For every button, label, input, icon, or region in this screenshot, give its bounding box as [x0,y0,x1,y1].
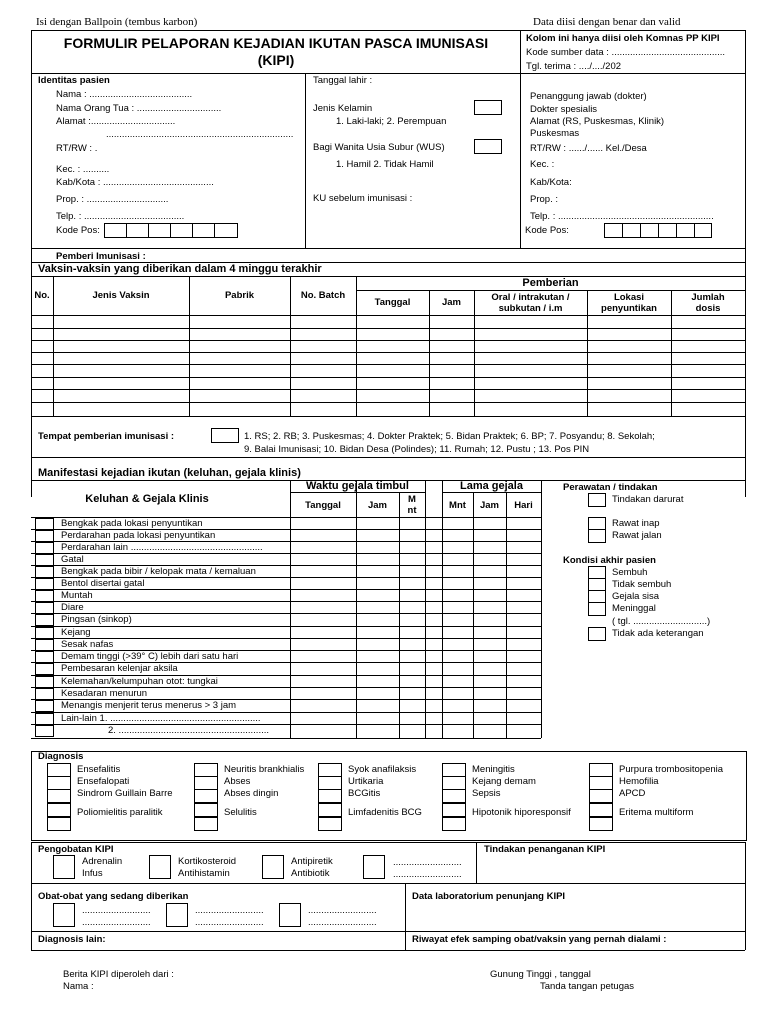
vaksin-row[interactable] [31,352,745,353]
obat-antibiotik: Antibiotik [291,868,330,879]
tempat-options-1: 1. RS; 2. RB; 3. Puskesmas; 4. Dokter Praktek; 5. Bidan Praktek; 6. BP; 7. Posyandu; 8. Sekolah; [244,431,655,442]
col-jumlah-1: Jumlah [691,292,725,303]
checkbox[interactable] [442,776,466,790]
col-no: No. [34,290,50,301]
wus-label: Bagi Wanita Usia Subur (WUS) [313,142,445,153]
col-oral-2: subkutan / i.m [498,303,563,314]
obat-diberikan-line[interactable]: .......................... [308,917,377,928]
checkbox[interactable] [166,903,188,927]
tanda-tangan-label: Tanda tangan petugas [540,981,635,992]
pengobatan-heading: Pengobatan KIPI [38,844,114,855]
col-lokasi-1: Lokasi [613,292,645,303]
diagnosis-item: BCGitis [348,788,381,799]
komnas-heading: Kolom ini hanya diisi oleh Komnas PP KIPI [526,33,720,44]
col-hari: Hari [514,500,533,511]
pj-puskesmas[interactable]: Puskesmas [530,128,580,139]
vaksin-row[interactable] [31,377,745,378]
checkbox[interactable] [35,663,54,675]
gejala-item: Bentol disertai gatal [61,578,145,589]
col-jam-lama: Jam [479,500,499,511]
checkbox[interactable] [318,789,342,803]
diagnosis-heading: Diagnosis [38,751,84,762]
diagnosis-item: Sepsis [472,788,501,799]
gejala-item: Sesak nafas [61,639,114,650]
checkbox[interactable] [194,763,218,777]
diagnosis-item: Limfadenitis BCG [348,807,422,818]
gejala-item: Diare [61,602,84,613]
pj-kodepos-label: Kode Pos: [525,225,569,236]
rtrw-field[interactable]: RT/RW : . [56,143,98,154]
gejala-item: Lain-lain 1. ......................................................... [61,713,261,724]
checkbox[interactable] [194,803,218,817]
alamat-line2[interactable]: ....................................................................... [106,129,294,140]
col-tanggal: Tanggal [374,297,411,308]
vaksin-heading: Vaksin-vaksin yang diberikan dalam 4 minggu terakhir [38,263,322,275]
obat-diberikan-line[interactable]: .......................... [195,905,264,916]
perawatan-item: Rawat inap [612,518,660,529]
gejala-item: Pingsan (sinkop) [61,614,132,625]
pemberian-heading: Pemberian [522,277,579,289]
diagnosis-item: Eritema multiform [619,807,694,818]
kode-sumber-field[interactable]: Kode sumber data : ........................................... [526,47,726,58]
form-title: FORMULIR PELAPORAN KEJADIAN IKUTAN PASCA IMUNISASI [63,35,489,51]
gejala-item: Muntah [61,590,93,601]
identitas-heading: Identitas pasien [38,75,110,86]
checkbox[interactable] [363,855,385,879]
checkbox[interactable] [35,725,54,737]
nama-field[interactable]: Nama : ....................................... [56,89,193,100]
diagnosis-item: Urtikaria [348,776,384,787]
diagnosis-item: Hemofilia [619,776,659,787]
nama-ortu-field[interactable]: Nama Orang Tua : ................................ [56,103,222,114]
diagnosis-item: Abses [224,776,251,787]
checkbox[interactable] [588,493,606,507]
kodepos-label: Kode Pos: [56,225,100,236]
berita-field[interactable]: Berita KIPI diperoleh dari : [63,969,174,980]
obat-lain-1[interactable]: .......................... [393,857,462,868]
obat-infus: Infus [82,868,103,879]
vaksin-row[interactable] [31,389,745,390]
diagnosis-item: APCD [619,788,646,799]
checkbox[interactable] [47,803,71,817]
perawatan-item: Tindakan darurat [612,494,684,505]
obat-adrenalin: Adrenalin [82,856,123,867]
kota-tanggal[interactable]: Gunung Tinggi , tanggal [490,969,591,980]
col-mnt: Mnt [449,500,466,511]
checkbox[interactable] [318,763,342,777]
pj-dokter[interactable]: Dokter spesialis [530,104,598,115]
obat-antipiretik: Antipiretik [291,856,333,867]
col-jam: Jam [441,297,461,308]
tempat-options-2: 9. Balai Imunisasi; 10. Bidan Desa (Polindes); 11. Rumah; 12. Pustu ; 13. Pos PIN [244,444,590,455]
checkbox[interactable] [318,776,342,790]
diagnosis-item: Neuritis brankhialis [224,764,305,775]
tempat-box[interactable] [211,428,239,443]
gejala-item: Perdarahan lain .................................................. [61,542,263,553]
gejala-item: Demam tinggi (>39° C) lebih dari satu hari [61,651,239,662]
jenis-kelamin-label: Jenis Kelamin [313,103,373,114]
gejala-item: Kelemahan/kelumpuhan otot: tungkai [61,676,218,687]
checkbox[interactable] [35,700,54,712]
checkbox[interactable] [588,627,606,641]
pj-telp[interactable]: Telp. : ........................................................... [530,211,714,222]
obat-antihistamin: Antihistamin [178,868,230,879]
checkbox[interactable] [194,817,218,831]
ku-field[interactable]: KU sebelum imunisasi : [313,193,413,204]
gejala-item: Menangis menjerit terus menerus > 3 jam [61,700,237,711]
kondisi-item: Sembuh [612,567,648,578]
diagnosis-item: Selulitis [224,807,257,818]
checkbox[interactable] [262,855,284,879]
kondisi-tgl[interactable]: ( tgl. ............................) [612,616,711,627]
tempat-label: Tempat pemberian imunisasi : [38,431,175,442]
diagnosis-item: Sindrom Guillain Barre [77,788,173,799]
checkbox[interactable] [194,776,218,790]
pj-alamat[interactable]: Alamat (RS, Puskesmas, Klinik) [530,116,665,127]
wus-box[interactable] [474,139,502,154]
kondisi-item: Gejala sisa [612,591,659,602]
diagnosis-item: Meningitis [472,764,515,775]
obat-kortikosteroid: Kortikosteroid [178,856,237,867]
kondisi-heading: Kondisi akhir pasien [563,555,656,566]
diagnosis-item: Purpura trombositopenia [619,764,724,775]
obat-lain-2[interactable]: .......................... [393,869,462,880]
checkbox[interactable] [47,776,71,790]
diagnosis-lain-field[interactable]: Diagnosis lain: [38,934,106,945]
kec-field[interactable]: Kec. : .......... [56,164,110,175]
checkbox[interactable] [149,855,171,879]
diagnosis-item: Hipotonik hiporesponsif [472,807,571,818]
top-note-left: Isi dengan Ballpoin (tembus karbon) [36,16,198,28]
col-jenis-vaksin: Jenis Vaksin [92,290,150,301]
obat-diberikan-line[interactable]: .......................... [82,905,151,916]
gejala-item: Bengkak pada bibir / kelopak mata / kemaluan [61,566,256,577]
checkbox[interactable] [53,855,75,879]
obat-diberikan-line[interactable]: .......................... [308,905,377,916]
form-subtitle: (KIPI) [257,52,295,68]
telp-field[interactable]: Telp. : ...................................... [56,211,185,222]
col-batch: No. Batch [300,290,346,301]
checkbox[interactable] [53,903,75,927]
obat-diberikan-heading: Obat-obat yang sedang diberikan [38,891,189,902]
gejala-item: 2. ......................................................... [108,725,270,736]
checkbox[interactable] [442,763,466,777]
perawatan-heading: Perawatan / tindakan [563,482,658,493]
manifestasi-heading: Manifestasi kejadian ikutan (keluhan, gejala klinis) [38,467,301,479]
nama-pelapor-field[interactable]: Nama : [63,981,94,992]
checkbox[interactable] [589,817,613,831]
checkbox[interactable] [588,529,606,543]
gejala-item: Kejang [61,627,91,638]
pj-heading: Penanggung jawab (dokter) [530,91,647,102]
col-m2: nt [407,505,417,516]
checkbox[interactable] [279,903,301,927]
checkbox[interactable] [588,602,606,616]
kab-field[interactable]: Kab/Kota : .......................................... [56,177,214,188]
top-note-right: Data diisi dengan benar dan valid [533,16,681,28]
checkbox[interactable] [318,803,342,817]
checkbox[interactable] [442,803,466,817]
kondisi-item: Tidak sembuh [612,579,672,590]
obat-diberikan-line[interactable]: .......................... [195,917,264,928]
perawatan-item: Rawat jalan [612,530,662,541]
kondisi-item: Tidak ada keterangan [612,628,704,639]
checkbox[interactable] [589,789,613,803]
checkbox[interactable] [47,817,71,831]
gejala-item: Pembesaran kelenjar aksila [61,663,178,674]
vaksin-row[interactable] [31,328,745,329]
checkbox[interactable] [589,803,613,817]
diagnosis-item: Syok anafilaksis [348,764,417,775]
alamat-field[interactable]: Alamat :................................ [56,116,176,127]
jk-options: 1. Laki-laki; 2. Perempuan [336,116,447,127]
checkbox[interactable] [589,776,613,790]
diagnosis-item: Kejang demam [472,776,536,787]
lama-heading: Lama gejala [460,480,523,492]
diagnosis-item: Abses dingin [224,788,279,799]
col-jam-gejala: Jam [367,500,387,511]
pemberi-field[interactable]: Pemberi Imunisasi : [56,251,146,262]
prop-field[interactable]: Prop. : ............................... [56,194,169,205]
tindakan-field[interactable]: Tindakan penanganan KIPI [484,844,606,855]
pj-rtrw[interactable]: RT/RW : ....../...... Kel./Desa [530,143,647,154]
checkbox[interactable] [589,763,613,777]
col-m1: M [408,494,416,505]
jenis-kelamin-box[interactable] [474,100,502,115]
col-tanggal-gejala: Tanggal [305,500,341,511]
checkbox[interactable] [318,817,342,831]
keluhan-heading: Keluhan & Gejala Klinis [85,493,209,505]
lab-field[interactable]: Data laboratorium penunjang KIPI [412,891,566,902]
kodepos-boxes[interactable] [104,223,238,238]
gejala-item: Gatal [61,554,84,565]
diagnosis-item: Ensefalitis [77,764,121,775]
pj-kab[interactable]: Kab/Kota: [530,177,572,188]
checkbox[interactable] [442,817,466,831]
gejala-item: Bengkak pada lokasi penyuntikan [61,518,203,529]
vaksin-row[interactable] [31,340,745,341]
diagnosis-item: Ensefalopati [77,776,130,787]
vaksin-row[interactable] [31,402,745,403]
gejala-item: Perdarahan pada lokasi penyuntikan [61,530,216,541]
col-jumlah-2: dosis [695,303,721,314]
pj-kec[interactable]: Kec. : [530,159,555,170]
checkbox[interactable] [35,614,54,626]
tgl-lahir-field[interactable]: Tanggal lahir : [313,75,373,86]
col-pabrik: Pabrik [224,290,255,301]
checkbox[interactable] [194,789,218,803]
pj-prop[interactable]: Prop. : [530,194,558,205]
kondisi-item: Meninggal [612,603,656,614]
wus-options: 1. Hamil 2. Tidak Hamil [336,159,434,170]
riwayat-field[interactable]: Riwayat efek samping obat/vaksin yang pernah dialami : [412,934,667,945]
checkbox[interactable] [442,789,466,803]
col-oral-1: Oral / intrakutan / [491,292,570,303]
gejala-item: Kesadaran menurun [61,688,148,699]
obat-diberikan-line[interactable]: .......................... [82,917,151,928]
diagnosis-item: Poliomielitis paralitik [77,807,163,818]
waktu-heading: Waktu gejala timbul [306,480,409,492]
vaksin-row[interactable] [31,364,745,365]
col-lokasi-2: penyuntikan [601,303,657,314]
tgl-terima-field[interactable]: Tgl. terima : ..../..../202 [526,61,622,72]
checkbox[interactable] [47,789,71,803]
checkbox[interactable] [47,763,71,777]
